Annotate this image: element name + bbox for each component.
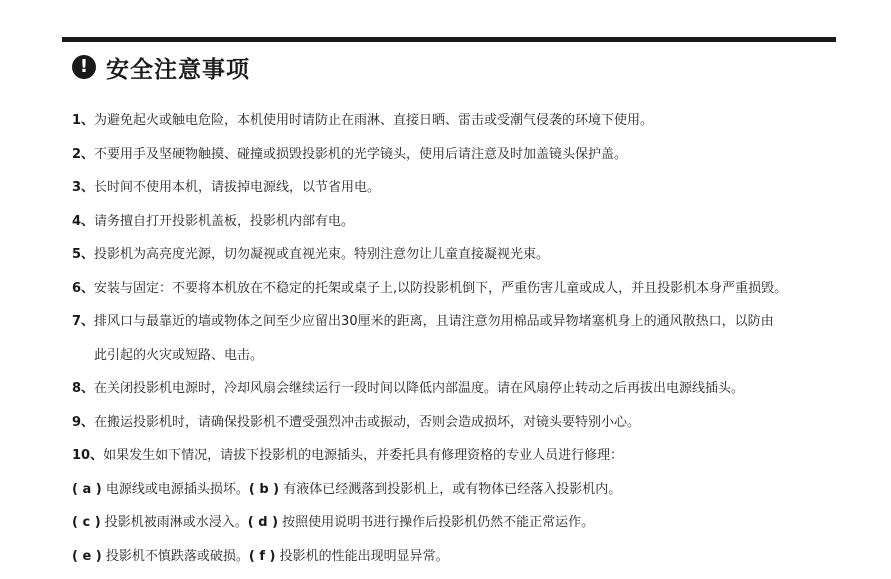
list-item-10: 10、如果发生如下情况，请拔下投影机的电源插头，并委托具有修理资格的专业人员进行修理： [72,448,624,463]
condition-row-3: ( e ) 投影机不慎跌落或破损。( f ) 投影机的性能出现明显异常。 [72,548,449,564]
list-item-7-continuation: 此引起的火灾或短路、电击。 [94,347,264,363]
list-item-3: 3、长时间不使用本机，请拔掉电源线，以节省用电。 [72,180,381,195]
list-item-6: 6、安装与固定：不要将本机放在不稳定的托架或桌子上,以防投影机倒下，严重伤害儿童或成人，并且投影机本身严重损毁。 [72,280,788,296]
list-item-7: 7、排风口与最靠近的墙或物体之间至少应留出30厘米的距离，且请注意勿用棉品或异物堵塞机身上的通风散热口，以防由 [72,314,774,329]
list-item-1: 1、为避免起火或触电危险，本机使用时请防止在雨淋、直接日晒、雷击或受潮气侵袭的环境下使用。 [72,113,654,128]
condition-row-2: ( c ) 投影机被雨淋或水浸入。( d ) 按照使用说明书进行操作后投影机仍然不能正常运作。 [72,515,595,530]
list-item-8: 8、在关闭投影机电源时，冷却风扇会继续运行一段时间以降低内部温度。请在风扇停止转动之后再拔出电源线插头。 [72,381,745,396]
section-heading [72,52,250,82]
list-item-4: 4、请务擅自打开投影机盖板，投影机内部有电。 [72,213,355,229]
safety-list [72,104,852,573]
list-item-2: 2、不要用手及坚硬物触摸、碰撞或损毁投影机的光学镜头，使用后请注意及时加盖镜头保护盖。 [72,146,628,162]
list-item-9: 9、在搬运投影机时，请确保投影机不遭受强烈冲击或振动，否则会造成损坏，对镜头要特别小心。 [72,414,641,430]
condition-row-1: ( a ) 电源线或电源插头损坏。( b ) 有液体已经溅落到投影机上，或有物体已经落入投影机内。 [72,481,622,497]
list-item-5: 5、投影机为高亮度光源，切勿凝视或直视光束。特别注意勿让儿童直接凝视光束。 [72,247,550,262]
page-title: 安全注意事项 [106,56,250,83]
exclamation-icon: ! [72,55,96,79]
top-rule [62,37,836,42]
